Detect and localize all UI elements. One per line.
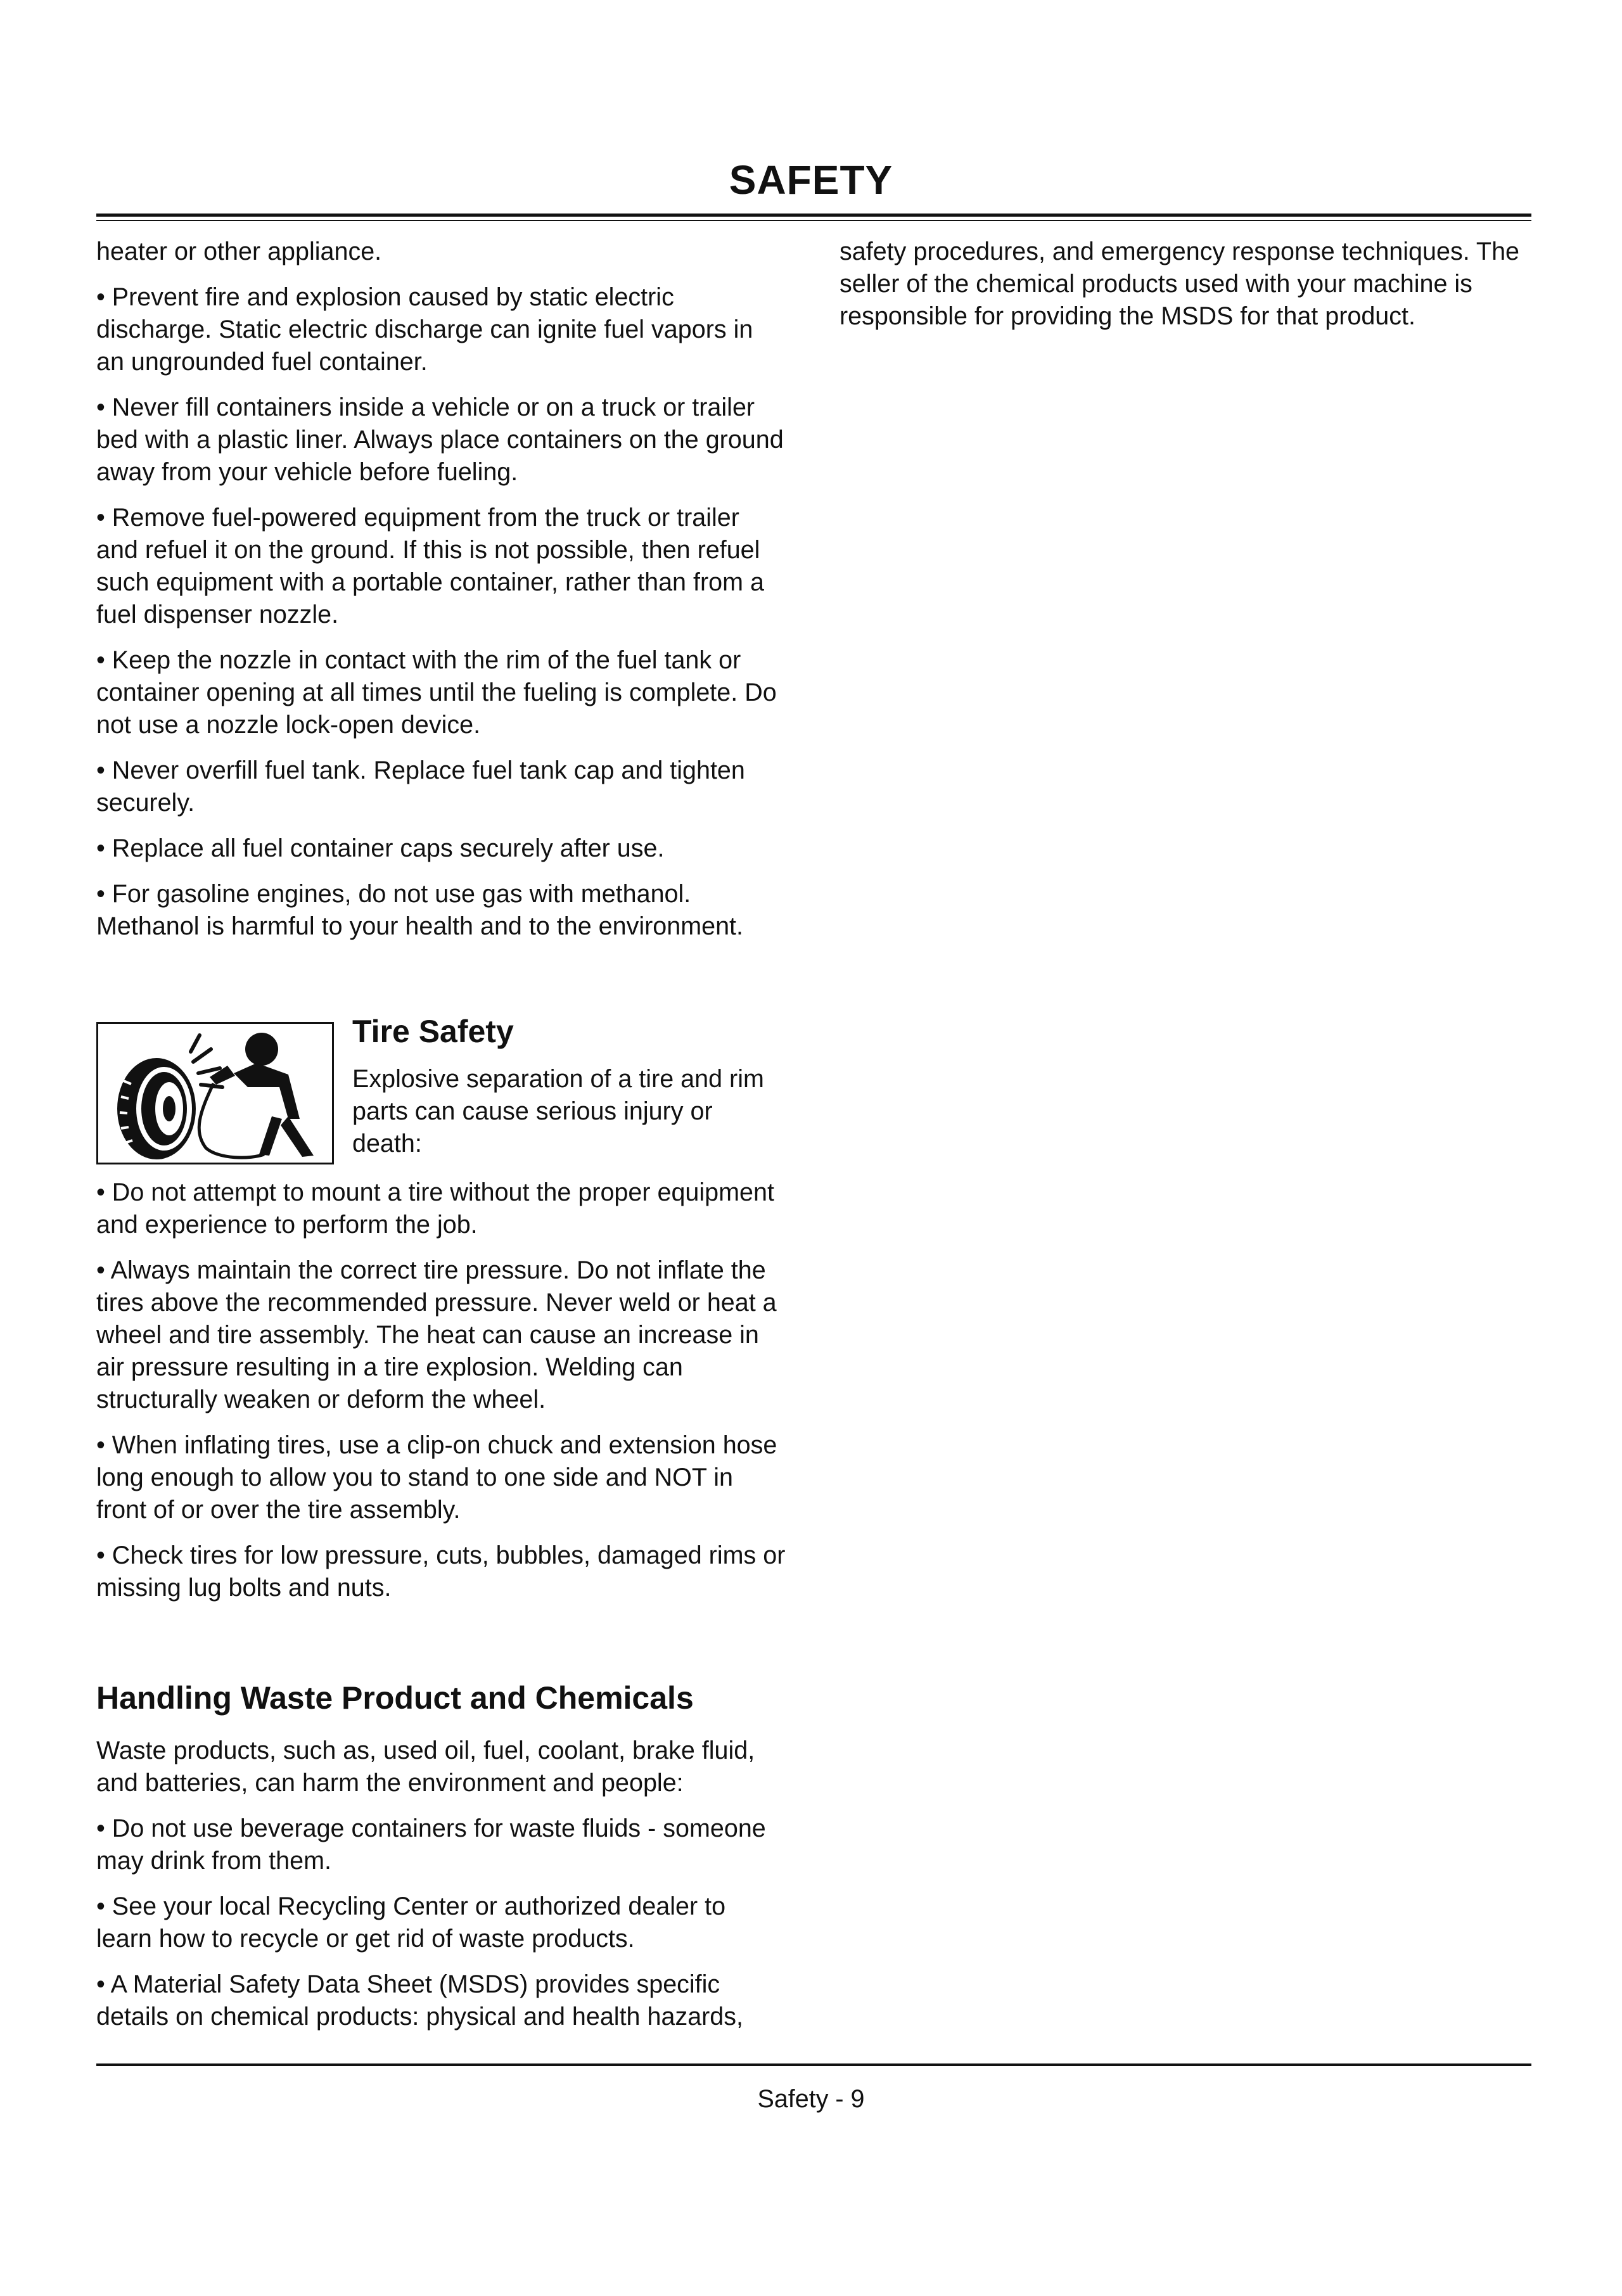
fuel-bullet: • Remove fuel-powered equipment from the truck or trailer and refuel it on the ground. If this is not possible, then refuel such equipment with a portable container, rather than from a fuel dispenser nozzle. [96,504,764,628]
waste-section [96,1679,787,2046]
waste-bullet: • A Material Safety Data Sheet (MSDS) provides specific details on chemical products: physical and health hazards, [96,1970,744,2031]
footer-rule [96,2063,1531,2066]
fuel-paragraph: heater or other appliance. [96,238,382,265]
waste-intro: Waste products, such as, used oil, fuel, coolant, brake fluid, and batteries, can harm the environment and people: [96,1737,755,1797]
tire-bullet: • Check tires for low pressure, cuts, bubbles, damaged rims or missing lug bolts and nuts. [96,1541,786,1602]
tire-safety-title: Tire Safety [352,1014,514,1049]
tire-safety-intro: Explosive separation of a tire and rim parts can cause serious injury or death: [352,1065,764,1158]
page-header-title: SAFETY [729,157,893,203]
tire-explosion-warning-icon [96,1022,334,1164]
waste-section-title: Handling Waste Product and Chemicals [96,1680,694,1716]
waste-bullet: • See your local Recycling Center or authorized dealer to learn how to recycle or get rid of waste products. [96,1892,726,1953]
right-column-text [840,236,1531,346]
tire-safety-heading-block [352,1012,787,1160]
waste-bullet: • Do not use beverage containers for waste fluids - someone may drink from them. [96,1814,766,1875]
fuel-bullet: • Replace all fuel container caps securely after use. [96,834,665,862]
header-rule-bottom [96,220,1531,221]
fuel-bullet: • Prevent fire and explosion caused by static electric discharge. Static electric discharge can ignite fuel vapors in an ungrounded fuel container. [96,283,753,376]
left-column-fuel-text [96,236,787,956]
tire-bullet: • Always maintain the correct tire pressure. Do not inflate the tires above the recommended pressure. Never weld or heat a wheel and tire assembly. The heat can cause an increase in air pressure resulting in a tire explosion. Welding can structurally weaken or deform the wheel. [96,1256,777,1413]
fuel-bullet: • Never fill containers inside a vehicle or on a truck or trailer bed with a plastic liner. Always place containers on the ground away from your vehicle before fueling. [96,393,784,486]
fuel-bullet: • Never overfill fuel tank. Replace fuel tank cap and tighten securely. [96,756,745,817]
tire-bullet: • Do not attempt to mount a tire without the proper equipment and experience to perform the job. [96,1178,774,1239]
header-rule-top [96,214,1531,217]
fuel-bullet: • Keep the nozzle in contact with the rim of the fuel tank or container opening at all times until the fueling is complete. Do not use a nozzle lock-open device. [96,646,777,739]
msds-continuation-paragraph: safety procedures, and emergency response techniques. The seller of the chemical products used with your machine is responsible for providing the MSDS for that product. [840,238,1519,330]
page-number: Safety - 9 [757,2085,865,2113]
fuel-bullet: • For gasoline engines, do not use gas with methanol. Methanol is harmful to your health and to the environment. [96,880,744,940]
tire-bullet: • When inflating tires, use a clip-on chuck and extension hose long enough to allow you to stand to one side and NOT in front of or over the tire assembly. [96,1431,777,1524]
tire-safety-bullets [96,1177,787,1617]
